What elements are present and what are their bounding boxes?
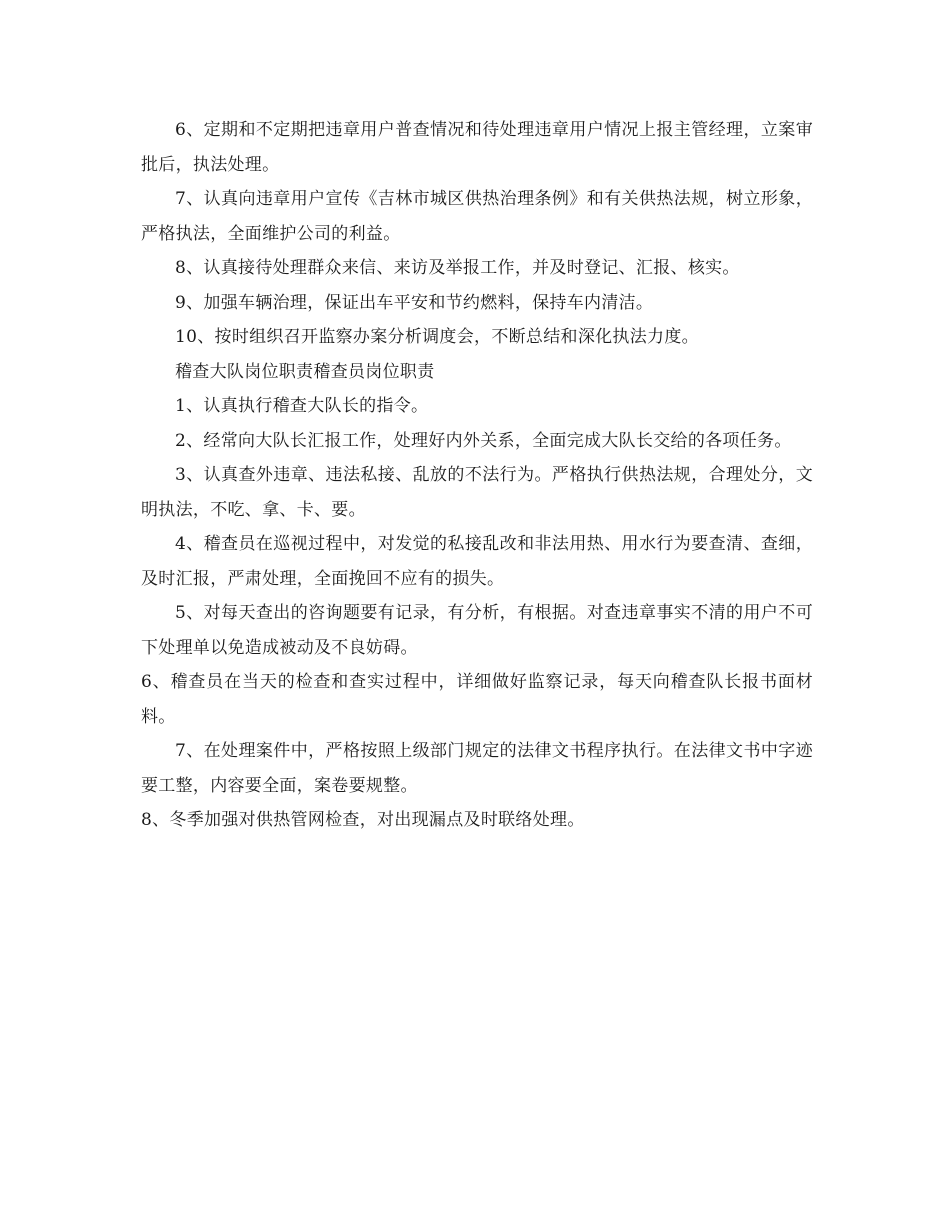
duty-item-1: 1、认真执行稽查大队长的指令。 <box>175 396 429 416</box>
duty-item-5: 5、对每天查出的咨询题要有记录，有分析，有根据。对查违章事实不清的用户不可下处理单以免造成被动及不良妨碍。 <box>141 603 813 658</box>
duty-item-4: 4、稽查员在巡视过程中，对发觉的私接乱改和非法用热、用水行为要查清、查细，及时汇报，严肃处理，全面挽回不应有的损失。 <box>141 534 813 589</box>
duty-item-6: 6、稽查员在当天的检查和查实过程中，详细做好监察记录，每天向稽查队长报书面材料。 <box>141 672 813 727</box>
paragraph-item-6: 6、定期和不定期把违章用户普查情况和待处理违章用户情况上报主管经理，立案审批后，执法处理。 <box>141 120 813 175</box>
duty-item-3: 3、认真查外违章、违法私接、乱放的不法行为。严格执行供热法规，合理处分，文明执法，不吃、拿、卡、要。 <box>141 465 813 520</box>
duty-item-2: 2、经常向大队长汇报工作，处理好内外关系，全面完成大队长交给的各项任务。 <box>175 430 792 451</box>
duty-item-7: 7、在处理案件中，严格按照上级部门规定的法律文书程序执行。在法律文书中字迹要工整，内容要全面，案卷要规整。 <box>141 741 813 796</box>
paragraph-item-9: 9、加强车辆治理，保证出车平安和节约燃料，保持车内清洁。 <box>175 292 654 313</box>
duty-item-8: 8、冬季加强对供热管网检查，对出现漏点及时联络处理。 <box>141 810 585 830</box>
paragraph-item-7: 7、认真向违章用户宣传《吉林市城区供热治理条例》和有关供热法规，树立形象，严格执法，全面维护公司的利益。 <box>141 189 813 244</box>
paragraph-item-10: 10、按时组织召开监察办案分析调度会，不断总结和深化执法力度。 <box>175 327 699 347</box>
section-heading: 稽查大队岗位职责稽查员岗位职责 <box>175 361 435 382</box>
paragraph-item-8: 8、认真接待处理群众来信、来访及举报工作，并及时登记、汇报、核实。 <box>175 258 740 278</box>
document-body <box>141 113 813 838</box>
